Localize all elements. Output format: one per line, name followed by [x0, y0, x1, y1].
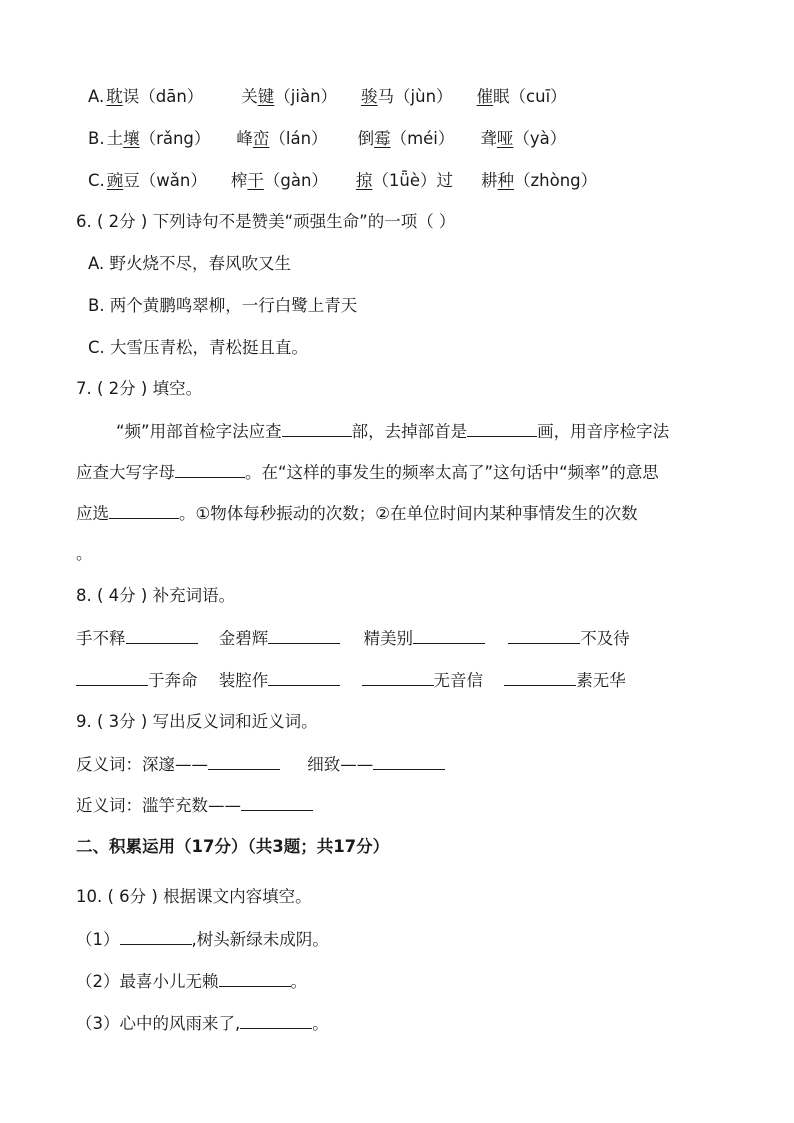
answer-blank[interactable]	[240, 1012, 312, 1029]
q5-option-a	[88, 86, 567, 108]
answer-blank[interactable]	[413, 627, 485, 644]
q7-line-4: 。	[76, 544, 93, 563]
answer-blank[interactable]	[268, 627, 340, 644]
answer-blank[interactable]	[126, 627, 198, 644]
q7-line-1: “频”用部首检字法应查 部，去掉部首是 画，用音序检字法	[116, 422, 670, 441]
answer-blank[interactable]	[504, 669, 576, 686]
option-item: 耽误（dān）	[106, 87, 204, 106]
option-letter: A.	[88, 87, 105, 106]
section-heading: 二、积累运用（17分）（共3题；共17分）	[76, 837, 390, 856]
q8-row-1: 手不释 金碧辉 精美别 不及待	[76, 629, 630, 648]
q9-synonyms: 近义词：滥竽充数——	[76, 794, 313, 817]
q10-item-1: （1） ,树头新绿未成阴。	[76, 930, 329, 949]
q7-line-3: 应选 。①物体每秒振动的次数；②在单位时间内某种事情发生的次数	[76, 504, 638, 523]
option-letter: B.	[88, 129, 105, 148]
q6-option-c: C. 大雪压青松，青松挺且直。	[88, 338, 309, 357]
q7-title: 7. ( 2分 ) 填空。	[76, 379, 203, 398]
q10-item-2: （2）最喜小儿无赖 。	[76, 972, 307, 991]
answer-blank[interactable]	[219, 970, 291, 987]
option-item: 掠（1ǖè）过	[355, 171, 454, 190]
option-item: 耕种（zhòng）	[481, 171, 598, 190]
q6-option-b: B. 两个黄鹏鸣翠柳，一行白鹭上青天	[88, 296, 358, 315]
q8-row-2: 于奔命 装腔作 无音信 素无华	[76, 669, 626, 692]
q6-option-a: A. 野火烧不尽，春风吹又生	[88, 254, 291, 273]
q10-item-3: （3）心中的风雨来了, 。	[76, 1014, 329, 1033]
answer-blank[interactable]	[109, 502, 179, 519]
option-item: 榨干（gàn）	[230, 171, 328, 190]
q9-antonyms: 反义词：深邃—— 细致——	[76, 753, 445, 776]
answer-blank[interactable]	[508, 627, 580, 644]
answer-blank[interactable]	[175, 461, 245, 478]
q5-option-c	[88, 170, 597, 192]
q7-line-2: 应查大写字母 。在“这样的事发生的频率太高了”这句话中“频率”的意思	[76, 463, 659, 482]
option-letter: C.	[88, 171, 105, 190]
answer-blank[interactable]	[76, 669, 148, 686]
answer-blank[interactable]	[268, 669, 340, 686]
answer-blank[interactable]	[373, 753, 445, 770]
q10-title: 10. ( 6分 ) 根据课文内容填空。	[76, 887, 312, 906]
q6-title: 6. ( 2分 ) 下列诗句不是赞美“顽强生命”的一项（ ）	[76, 212, 456, 231]
answer-blank[interactable]	[282, 420, 352, 437]
option-item: 骏马（jùn）	[361, 87, 453, 106]
answer-blank[interactable]	[362, 669, 434, 686]
answer-blank[interactable]	[241, 794, 313, 811]
q8-title: 8. ( 4分 ) 补充词语。	[76, 586, 236, 605]
option-item: 峰峦（lán）	[236, 129, 328, 148]
option-item: 催眠（cuī）	[476, 87, 567, 106]
q9-title: 9. ( 3分 ) 写出反义词和近义词。	[76, 712, 318, 731]
answer-blank[interactable]	[208, 753, 280, 770]
answer-blank[interactable]	[467, 420, 537, 437]
option-item: 关键（jiàn）	[241, 87, 338, 106]
answer-blank[interactable]	[120, 928, 192, 945]
option-item: 聋哑（yà）	[480, 129, 567, 148]
option-item: 倒霉（méi）	[357, 129, 455, 148]
option-item: 豌豆（wǎn）	[106, 171, 207, 190]
q5-option-b	[88, 128, 566, 150]
option-item: 土壤（rǎng）	[106, 129, 211, 148]
